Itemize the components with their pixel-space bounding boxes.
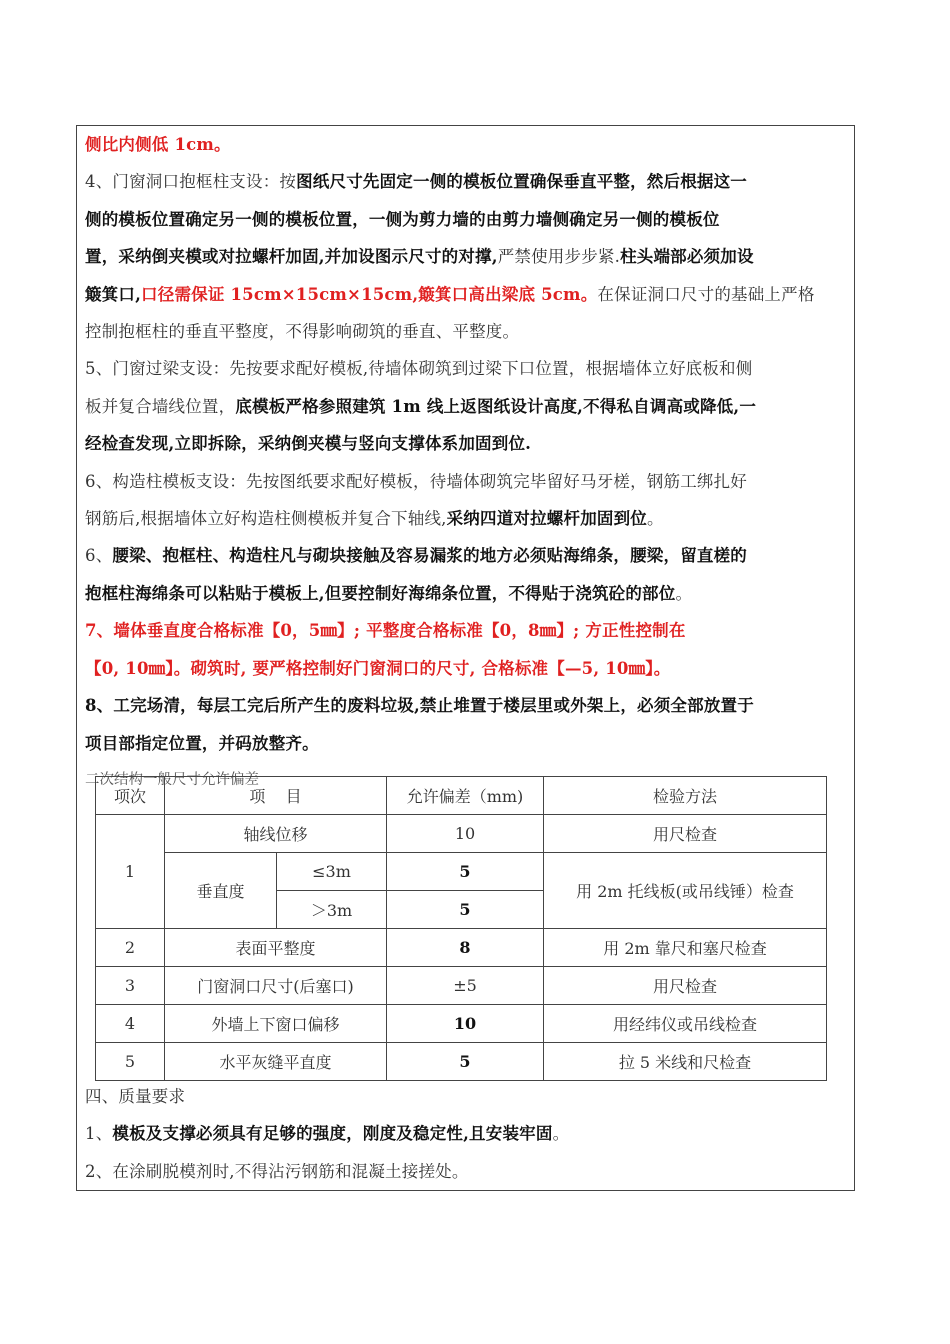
header-cell: 检验方法 (544, 777, 827, 815)
red-text: 口径需保证 15cm×15cm×15cm,簸箕口高出梁底 5cm。 (141, 284, 598, 304)
header-cell: 项次 (96, 777, 165, 815)
red-text: 侧比内侧低 1cm。 (85, 135, 231, 154)
row-number: 2 (96, 929, 165, 967)
paragraph-7-line (85, 650, 845, 687)
paragraph-4-line (85, 313, 845, 350)
item-cell: 外墙上下窗口偏移 (165, 1005, 387, 1043)
paragraph-5-line (85, 425, 845, 462)
bold-text: 柱头端部必须加设 (620, 247, 754, 267)
bold-text: 采纳四道对拉螺杆加固到位 (446, 509, 647, 529)
paragraph-continued (85, 126, 845, 163)
bold-text: 图纸尺寸先固定一侧的模板位置确保垂直平整，然后根据这一 (296, 172, 748, 192)
row-number: 5 (96, 1043, 165, 1081)
table-row (96, 1043, 827, 1081)
bold-text: 侧的模板位置确定另一侧的模板位置，一侧为剪力墙的由剪力墙侧确定另一侧的模板位 (85, 209, 720, 229)
text: 4、门窗洞口抱框柱支设：按 (85, 172, 297, 192)
item-cell: 水平灰缝平直度 (165, 1043, 387, 1081)
item-cell: 表面平整度 (165, 929, 387, 967)
text: 板并复合墙线位置， (85, 396, 236, 416)
bold-text: 模板及支撑必须具有足够的强度，刚度及稳定性,且安装牢固 (112, 1124, 553, 1144)
bold-text: 抱框柱海绵条可以粘贴于模板上,但要控制好海绵条位置，不得贴于浇筑砼的部位 (85, 583, 676, 603)
table-row (96, 815, 827, 853)
quality-section (85, 1078, 845, 1190)
tolerance-table (95, 776, 827, 1081)
text: 。 (552, 1124, 570, 1144)
table-caption: 二次结构一般尺寸允许偏差 (85, 771, 259, 788)
item-cell: 门窗洞口尺寸(后塞口) (165, 967, 387, 1005)
paragraph-6b (85, 537, 845, 574)
text: 。 (675, 583, 693, 603)
tolerance-cell: 10 (387, 815, 544, 853)
text: 钢筋后,根据墙体立好构造柱侧模板并复合下轴线, (85, 509, 447, 529)
paragraph-5 (85, 350, 845, 387)
method-cell: 拉 5 米线和尺检查 (544, 1043, 827, 1081)
bold-text: 腰梁、抱框柱、构造柱凡与砌块接触及容易漏浆的地方必须贴海绵条，腰梁，留直槎的 (112, 546, 748, 566)
method-cell: 用 2m 托线板(或吊线锤）检查 (544, 853, 827, 929)
paragraph-6a (85, 463, 845, 500)
text: 5、门窗过梁支设：先按要求配好模板,待墙体砌筑到过梁下口位置，根据墙体立好底板和侧 (85, 359, 753, 379)
text: 6、 (85, 546, 113, 566)
table-header-row (96, 777, 827, 815)
paragraph-8-line (85, 725, 845, 762)
quality-item-2 (85, 1153, 845, 1190)
text: 控制抱框柱的垂直平整度，不得影响砌筑的垂直、平整度。 (85, 322, 520, 342)
header-cell: 项 目 (165, 777, 387, 815)
bold-text: 项目部指定位置，并码放整齐。 (85, 733, 319, 753)
paragraph-7 (85, 612, 845, 649)
table-row (96, 853, 827, 891)
tolerance-cell: ±5 (387, 967, 544, 1005)
tolerance-cell: 5 (387, 891, 544, 929)
header-cell: 允许偏差（mm) (387, 777, 544, 815)
tolerance-cell: 5 (387, 853, 544, 891)
bold-text: 置，采纳倒夹模或对拉螺杆加固,并加设图示尺寸的对撑, (85, 247, 498, 267)
paragraph-4-line (85, 238, 845, 275)
sub-item-cell: ＞3m (277, 891, 387, 929)
item-cell: 轴线位移 (165, 815, 387, 853)
section-title (85, 1078, 845, 1115)
paragraph-5-line (85, 388, 845, 425)
bold-text: 经检查发现,立即拆除，采纳倒夹模与竖向支撑体系加固到位. (85, 434, 532, 454)
row-number: 4 (96, 1005, 165, 1043)
bold-text: 簸箕口, (85, 284, 142, 304)
bold-text: 底模板严格参照建筑 1m 线上返图纸设计高度,不得私自调高或降低,一 (235, 396, 757, 416)
text: 。 (647, 509, 664, 529)
method-cell: 用尺检查 (544, 967, 827, 1005)
row-number: 1 (96, 815, 165, 929)
text: 2、在涂刷脱模剂时,不得沾污钢筋和混凝土接搓处。 (85, 1161, 469, 1181)
paragraph-4 (85, 163, 845, 200)
text: 四、质量要求 (85, 1087, 186, 1106)
red-text: 【0, 10㎜】。砌筑时, 要严格控制好门窗洞口的尺寸, 合格标准【—5, 10㎜】。 (85, 658, 671, 678)
paragraph-4-line (85, 276, 845, 313)
red-text: 7、墙体垂直度合格标准【0，5㎜】; 平整度合格标准【0，8㎜】; 方正性控制在 (85, 621, 686, 641)
table-row (96, 929, 827, 967)
document-frame (76, 125, 855, 1191)
paragraph-4-line (85, 201, 845, 238)
text: 严禁使用步步紧. (497, 247, 621, 267)
table-row (96, 967, 827, 1005)
sub-item-cell: ≤3m (277, 853, 387, 891)
bold-text: 8、工完场清，每层工完后所产生的废料垃圾,禁止堆置于楼层里或外架上，必须全部放置于 (85, 696, 754, 716)
body-text (85, 126, 845, 799)
method-cell: 用经纬仪或吊线检查 (544, 1005, 827, 1043)
text: 在保证洞口尺寸的基础上严格 (597, 284, 815, 304)
row-number: 3 (96, 967, 165, 1005)
table-row (96, 1005, 827, 1043)
method-cell: 用尺检查 (544, 815, 827, 853)
paragraph-8 (85, 687, 845, 724)
item-cell: 垂直度 (165, 853, 277, 929)
paragraph-6b-line (85, 575, 845, 612)
quality-item-1 (85, 1115, 845, 1152)
tolerance-cell: 10 (387, 1005, 544, 1043)
paragraph-6a-line (85, 500, 845, 537)
tolerance-cell: 5 (387, 1043, 544, 1081)
tolerance-cell: 8 (387, 929, 544, 967)
text: 6、构造柱模板支设：先按图纸要求配好模板，待墙体砌筑完毕留好马牙槎，钢筋工绑扎好 (85, 471, 747, 491)
text: 1、 (85, 1124, 113, 1144)
method-cell: 用 2m 靠尺和塞尺检查 (544, 929, 827, 967)
